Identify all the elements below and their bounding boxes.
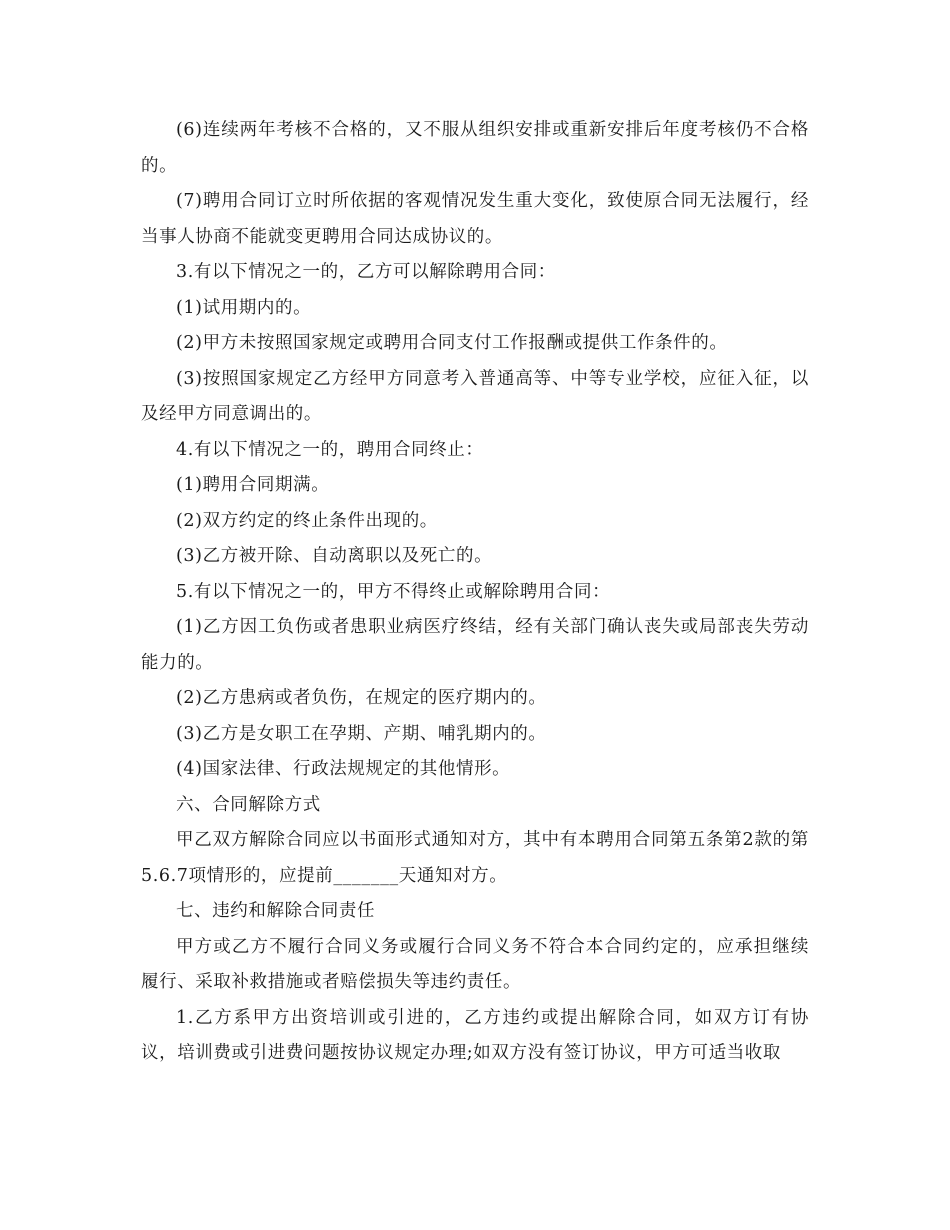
paragraph-clause-4-heading: 4.有以下情况之一的，聘用合同终止：	[176, 439, 484, 460]
paragraph-section-seven-body: 甲方或乙方不履行合同义务或履行合同义务不符合本合同约定的，应承担继续履行、采取补救措施或者赔偿损失等违约责任。	[141, 936, 809, 992]
paragraph-clause-3-item-3: (3)按照国家规定乙方经甲方同意考入普通高等、中等专业学校，应征入征，以及经甲方同意调出的。	[141, 368, 809, 424]
paragraph-clause-4-item-3: (3)乙方被开除、自动离职以及死亡的。	[176, 546, 493, 566]
paragraph-clause-5-item-4: (4)国家法律、行政法规规定的其他情形。	[176, 759, 511, 779]
paragraph-clause-5-item-1: (1)乙方因工负伤或者患职业病医疗终结，经有关部门确认丧失或局部丧失劳动能力的。	[141, 617, 809, 673]
paragraph-item-6-condition: (6)连续两年考核不合格的，又不服从组织安排或重新安排后年度考核仍不合格的。	[141, 120, 809, 176]
paragraph-clause-4-item-2: (2)双方约定的终止条件出现的。	[176, 510, 438, 531]
paragraph-section-six-body: 甲乙双方解除合同应以书面形式通知对方，其中有本聘用合同第五条第2款的第5.6.7项情形的，应提前_______天通知对方。	[141, 830, 809, 886]
paragraph-clause-5-item-2: (2)乙方患病或者负伤，在规定的医疗期内的。	[176, 688, 547, 708]
paragraph-item-7-condition: (7)聘用合同订立时所依据的客观情况发生重大变化，致使原合同无法履行，经当事人协商不能就变更聘用合同达成协议的。	[141, 191, 809, 247]
section-heading-six: 六、合同解除方式	[176, 794, 321, 815]
paragraph-clause-3-item-2: (2)甲方未按照国家规定或聘用合同支付工作报酬或提供工作条件的。	[176, 333, 728, 353]
document-body	[141, 113, 809, 1072]
paragraph-clause-3-item-1: (1)试用期内的。	[176, 297, 312, 318]
paragraph-clause-4-item-1: (1)聘用合同期满。	[176, 475, 330, 495]
paragraph-clause-5-item-3: (3)乙方是女职工在孕期、产期、哺乳期内的。	[176, 723, 547, 744]
paragraph-section-seven-item-1: 1.乙方系甲方出资培训或引进的，乙方违约或提出解除合同，如双方订有协议，培训费或引进费问题按协议规定办理;如双方没有签订协议，甲方可适当收取	[141, 1007, 809, 1063]
paragraph-clause-5-heading: 5.有以下情况之一的，甲方不得终止或解除聘用合同：	[176, 581, 611, 602]
section-heading-seven: 七、违约和解除合同责任	[176, 901, 376, 921]
paragraph-clause-3-heading: 3.有以下情况之一的，乙方可以解除聘用合同：	[176, 262, 556, 282]
